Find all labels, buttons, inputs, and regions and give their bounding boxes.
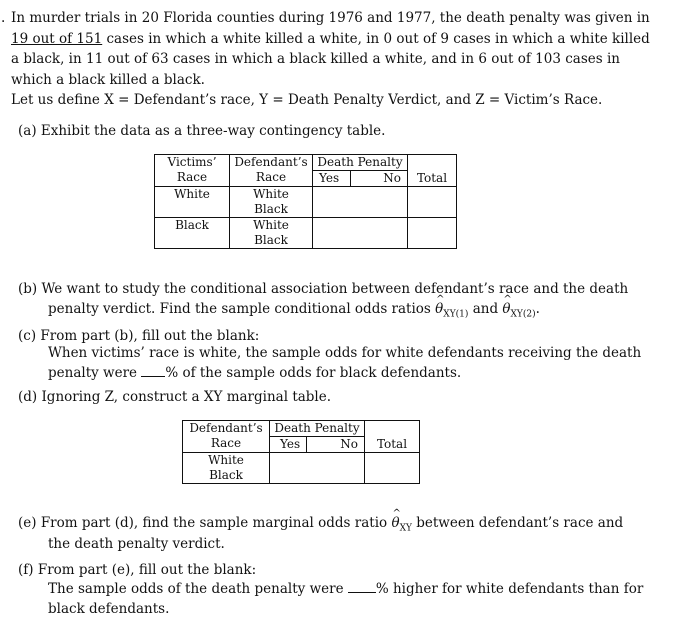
part-e-line-1 xyxy=(18,514,623,533)
header-cell-total xyxy=(408,155,457,187)
cell-total-black-victims xyxy=(408,218,457,249)
intro-line-2 xyxy=(11,30,650,49)
part-c-text-b: % of the sample odds for black defendants. xyxy=(165,365,462,381)
cell-defendant-group-1 xyxy=(230,187,313,218)
label-defendant-black-1: Black xyxy=(254,202,288,216)
header-cell-victims xyxy=(155,155,230,187)
list-bullet: . xyxy=(1,10,6,26)
header-cell-death-penalty xyxy=(313,155,408,187)
part-f-text-b: % higher for white defendants than for xyxy=(375,581,644,597)
theta-hat-marginal: ^ θ xyxy=(391,514,399,533)
cell-death-penalty-black-victims xyxy=(313,218,408,249)
marginal-row-labels xyxy=(183,453,270,484)
part-b-line-1: (b) We want to study the conditional association between defendant’s race and the death xyxy=(18,281,629,297)
subscript-xy2: XY(2) xyxy=(510,309,536,320)
cell-defendant-group-2 xyxy=(230,218,313,249)
part-b-text: penalty verdict. Find the sample conditional odds ratios xyxy=(48,301,436,317)
part-e-text-a: (e) From part (d), find the sample marginal odds ratio xyxy=(18,515,392,531)
header-cell-defendants xyxy=(230,155,313,187)
xy-marginal-table xyxy=(182,420,420,484)
three-way-contingency-table xyxy=(154,154,457,249)
header-total: Total xyxy=(416,171,448,185)
part-e-line-2: the death penalty verdict. xyxy=(48,536,225,552)
label-defendant-white-2: White xyxy=(253,218,289,232)
marginal-cell-total xyxy=(365,453,420,484)
marginal-header-death-text: Death Penalty xyxy=(270,421,364,437)
part-c-line-3 xyxy=(48,364,461,383)
cell-victim-black xyxy=(155,218,230,249)
part-b-and: and xyxy=(468,301,503,317)
part-f-line-2 xyxy=(48,580,643,599)
part-d-prompt: (d) Ignoring Z, construct a XY marginal table. xyxy=(18,389,332,405)
theta-hat-2: ^ θ xyxy=(502,300,510,319)
header-defendants-race: Race xyxy=(255,170,287,184)
label-victim-black: Black xyxy=(175,218,209,232)
cell-victim-white xyxy=(155,187,230,218)
intro-line-4: which a black killed a black. xyxy=(11,72,205,88)
highlighted-fraction: 19 out of 151 xyxy=(11,31,103,47)
subscript-xy: XY xyxy=(399,523,412,534)
answer-blank-c[interactable] xyxy=(141,364,165,377)
part-f-text-a: The sample odds of the death penalty were xyxy=(48,581,348,597)
intro-line-2-rest: cases in which a white killed a white, in 0 out of 9 cases in which a white killed xyxy=(102,31,650,47)
part-f-line-3: black defendants. xyxy=(48,601,170,617)
marginal-header-no: No xyxy=(340,437,358,451)
header-victims: Victims’ xyxy=(167,155,217,169)
header-defendants: Defendant’s xyxy=(234,155,308,169)
marginal-label-white: White xyxy=(208,453,244,467)
part-b-period: . xyxy=(535,301,540,317)
label-defendant-white-1: White xyxy=(253,187,289,201)
cell-death-penalty-white-victims xyxy=(313,187,408,218)
subscript-xy1: XY(1) xyxy=(443,309,469,320)
part-f-line-1: (f) From part (e), fill out the blank: xyxy=(18,562,257,578)
part-e-text-b: between defendant’s race and xyxy=(411,515,624,531)
marginal-label-black: Black xyxy=(209,468,243,482)
header-yes: Yes xyxy=(319,171,340,185)
marginal-header-race: Race xyxy=(210,436,242,450)
marginal-cell-death-penalty xyxy=(270,453,365,484)
part-c-line-1: (c) From part (b), fill out the blank: xyxy=(18,328,260,344)
marginal-header-yes: Yes xyxy=(280,437,301,451)
part-b-line-2 xyxy=(48,300,540,319)
label-defendant-black-2: Black xyxy=(254,233,288,247)
marginal-header-defendants-text: Defendant’s xyxy=(189,421,263,435)
part-c-line-2: When victims’ race is white, the sample odds for white defendants receiving the death xyxy=(48,345,642,361)
part-c-text-a: penalty were xyxy=(48,365,142,381)
part-a-prompt: (a) Exhibit the data as a three-way contingency table. xyxy=(18,123,386,139)
intro-line-1: In murder trials in 20 Florida counties during 1976 and 1977, the death penalty was given in xyxy=(11,10,650,26)
header-victims-race: Race xyxy=(176,170,208,184)
marginal-header-total-text: Total xyxy=(376,437,408,451)
theta-hat-1: ^ θ xyxy=(435,300,443,319)
marginal-header-total xyxy=(365,421,420,453)
cell-total-white-victims xyxy=(408,187,457,218)
marginal-header-death-penalty xyxy=(270,421,365,453)
header-no: No xyxy=(383,171,401,185)
answer-blank-f[interactable] xyxy=(348,580,376,593)
label-victim-white: White xyxy=(174,187,210,201)
header-death-penalty: Death Penalty xyxy=(313,155,407,171)
marginal-header-defendants xyxy=(183,421,270,453)
variable-definitions: Let us define X = Defendant’s race, Y = Death Penalty Verdict, and Z = Victim’s Race. xyxy=(11,92,603,108)
intro-line-3: a black, in 11 out of 63 cases in which a black killed a white, and in 6 out of 103 cases in xyxy=(11,51,621,67)
